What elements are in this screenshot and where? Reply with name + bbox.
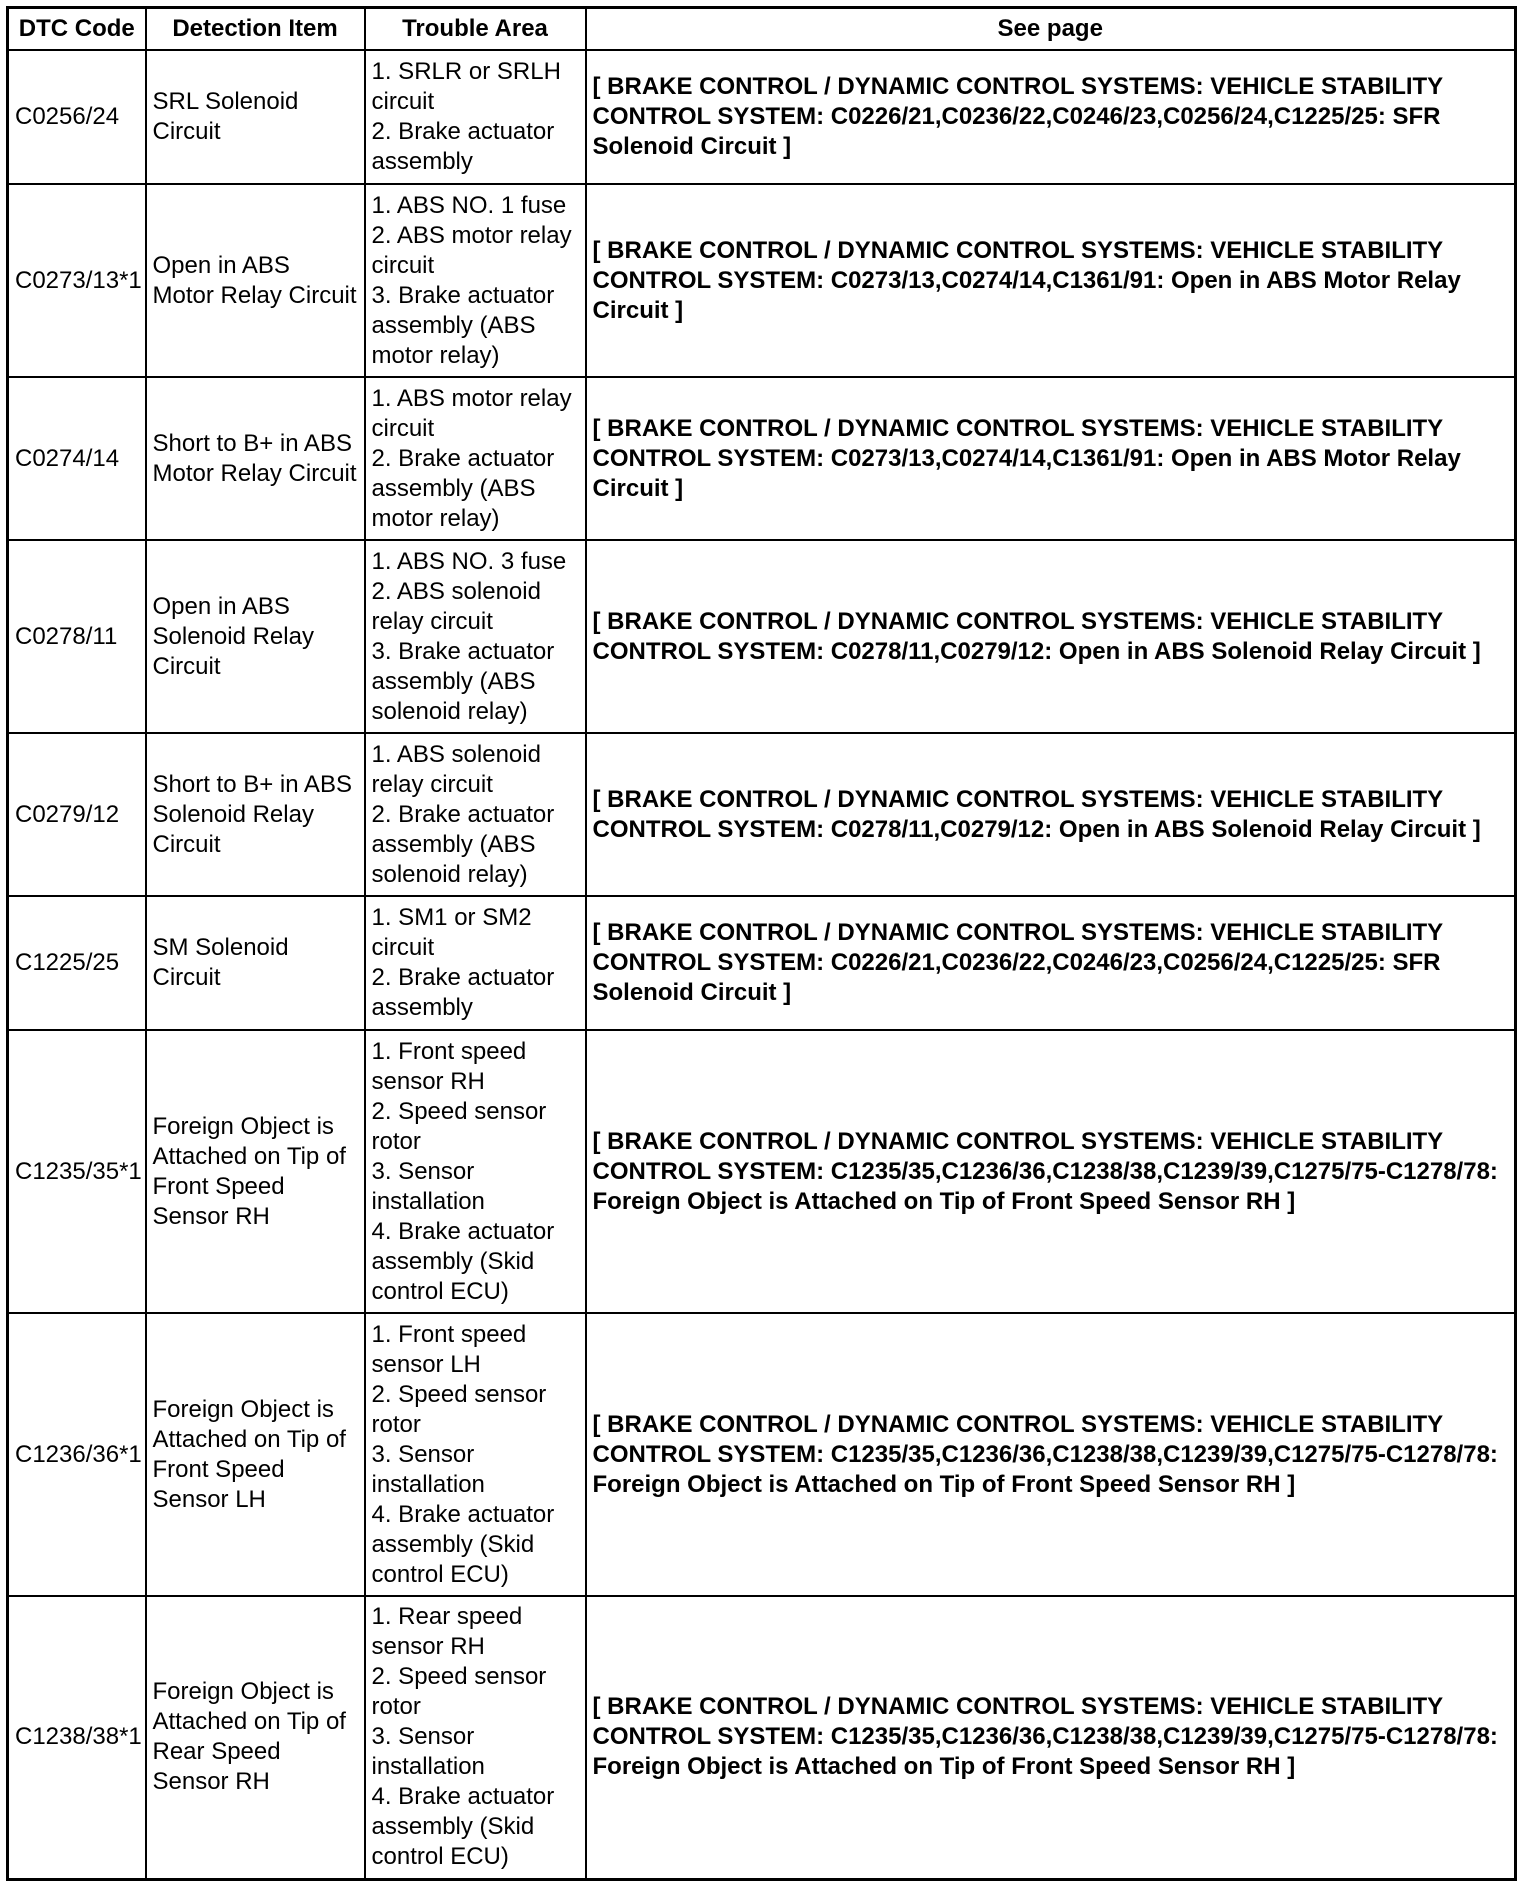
- dtc-code-cell: C0273/13*1: [8, 184, 146, 377]
- table-row: [8, 50, 1516, 184]
- dtc-code-cell: C1225/25: [8, 896, 146, 1030]
- trouble-area-line: 2. ABS solenoid relay circuit: [371, 577, 541, 635]
- see-page-link[interactable]: [ BRAKE CONTROL / DYNAMIC CONTROL SYSTEMS: VEHICLE STABILITY CONTROL SYSTEM: C0226/21,C0236/22,C0246/23,C0256/24,C1225/25: SFR Solenoid Circuit ]: [586, 896, 1516, 1030]
- table-row: [8, 1313, 1516, 1596]
- table-row: [8, 896, 1516, 1030]
- detection-item-cell: Foreign Object is Attached on Tip of Front Speed Sensor RH: [146, 1030, 365, 1313]
- trouble-area-cell: [365, 1596, 586, 1879]
- see-page-link[interactable]: [ BRAKE CONTROL / DYNAMIC CONTROL SYSTEMS: VEHICLE STABILITY CONTROL SYSTEM: C0273/13,C0274/14,C1361/91: Open in ABS Motor Relay Circuit ]: [586, 184, 1516, 377]
- trouble-area-line: 3. Sensor installation: [371, 1723, 485, 1781]
- trouble-area-line: 2. Brake actuator assembly: [371, 118, 555, 175]
- table-row: [8, 377, 1516, 540]
- trouble-area-line: 4. Brake actuator assembly (Skid control ECU): [371, 1217, 555, 1305]
- dtc-code-cell: C1236/36*1: [8, 1313, 146, 1596]
- dtc-code-cell: C0274/14: [8, 377, 146, 540]
- dtc-code-cell: C0279/12: [8, 733, 146, 896]
- trouble-area-line: 2. Speed sensor rotor: [371, 1663, 547, 1721]
- detection-item-cell: Foreign Object is Attached on Tip of Front Speed Sensor LH: [146, 1313, 365, 1596]
- trouble-area-line: 1. SM1 or SM2 circuit: [371, 904, 532, 961]
- header-trouble-area: Trouble Area: [365, 8, 586, 51]
- detection-item-cell: SRL Solenoid Circuit: [146, 50, 365, 184]
- trouble-area-line: 1. Front speed sensor RH: [371, 1037, 527, 1095]
- trouble-area-cell: [365, 733, 586, 896]
- dtc-code-cell: C1235/35*1: [8, 1030, 146, 1313]
- see-page-link[interactable]: [ BRAKE CONTROL / DYNAMIC CONTROL SYSTEMS: VEHICLE STABILITY CONTROL SYSTEM: C1235/35,C1236/36,C1238/38,C1239/39,C1275/75-C1278/78: Foreign Object is Attached on Tip of Front Speed Sensor RH ]: [586, 1596, 1516, 1879]
- table-row: [8, 184, 1516, 377]
- detection-item-cell: Short to B+ in ABS Solenoid Relay Circuit: [146, 733, 365, 896]
- detection-item-cell: Short to B+ in ABS Motor Relay Circuit: [146, 377, 365, 540]
- trouble-area-line: 2. Brake actuator assembly (ABS motor relay): [371, 444, 555, 532]
- detection-item-cell: SM Solenoid Circuit: [146, 896, 365, 1030]
- trouble-area-cell: [365, 184, 586, 377]
- see-page-link[interactable]: [ BRAKE CONTROL / DYNAMIC CONTROL SYSTEMS: VEHICLE STABILITY CONTROL SYSTEM: C1235/35,C1236/36,C1238/38,C1239/39,C1275/75-C1278/78: Foreign Object is Attached on Tip of Front Speed Sensor RH ]: [586, 1313, 1516, 1596]
- trouble-area-line: 4. Brake actuator assembly (Skid control ECU): [371, 1783, 555, 1871]
- trouble-area-line: 2. Speed sensor rotor: [371, 1097, 547, 1155]
- trouble-area-cell: [365, 377, 586, 540]
- trouble-area-line: 1. ABS NO. 1 fuse: [371, 191, 567, 219]
- trouble-area-cell: [365, 1030, 586, 1313]
- trouble-area-cell: [365, 50, 586, 184]
- trouble-area-line: 2. ABS motor relay circuit: [371, 221, 572, 279]
- see-page-link[interactable]: [ BRAKE CONTROL / DYNAMIC CONTROL SYSTEMS: VEHICLE STABILITY CONTROL SYSTEM: C0278/11,C0279/12: Open in ABS Solenoid Relay Circuit ]: [586, 733, 1516, 896]
- dtc-table: [6, 6, 1517, 1881]
- table-row: [8, 1030, 1516, 1313]
- trouble-area-line: 1. SRLR or SRLH circuit: [371, 58, 561, 115]
- trouble-area-line: 3. Sensor installation: [371, 1157, 485, 1215]
- header-dtc-code: DTC Code: [8, 8, 146, 51]
- trouble-area-line: 1. Rear speed sensor RH: [371, 1603, 523, 1661]
- table-row: [8, 540, 1516, 733]
- header-see-page: See page: [586, 8, 1516, 51]
- table-row: [8, 1596, 1516, 1879]
- trouble-area-cell: [365, 896, 586, 1030]
- trouble-area-cell: [365, 1313, 586, 1596]
- detection-item-cell: Foreign Object is Attached on Tip of Rear Speed Sensor RH: [146, 1596, 365, 1879]
- dtc-code-cell: C0256/24: [8, 50, 146, 184]
- trouble-area-line: 2. Brake actuator assembly: [371, 964, 555, 1021]
- dtc-code-cell: C0278/11: [8, 540, 146, 733]
- dtc-code-cell: C1238/38*1: [8, 1596, 146, 1879]
- trouble-area-line: 3. Brake actuator assembly (ABS solenoid relay): [371, 637, 555, 725]
- detection-item-cell: Open in ABS Solenoid Relay Circuit: [146, 540, 365, 733]
- header-detection-item: Detection Item: [146, 8, 365, 51]
- trouble-area-line: 3. Sensor installation: [371, 1440, 485, 1498]
- trouble-area-line: 2. Brake actuator assembly (ABS solenoid relay): [371, 800, 555, 888]
- trouble-area-line: 1. ABS motor relay circuit: [371, 384, 572, 442]
- trouble-area-line: 1. ABS NO. 3 fuse: [371, 547, 567, 575]
- header-row: [8, 8, 1516, 51]
- trouble-area-line: 3. Brake actuator assembly (ABS motor relay): [371, 281, 555, 369]
- trouble-area-cell: [365, 540, 586, 733]
- see-page-link[interactable]: [ BRAKE CONTROL / DYNAMIC CONTROL SYSTEMS: VEHICLE STABILITY CONTROL SYSTEM: C1235/35,C1236/36,C1238/38,C1239/39,C1275/75-C1278/78: Foreign Object is Attached on Tip of Front Speed Sensor RH ]: [586, 1030, 1516, 1313]
- see-page-link[interactable]: [ BRAKE CONTROL / DYNAMIC CONTROL SYSTEMS: VEHICLE STABILITY CONTROL SYSTEM: C0278/11,C0279/12: Open in ABS Solenoid Relay Circuit ]: [586, 540, 1516, 733]
- trouble-area-line: 1. Front speed sensor LH: [371, 1320, 527, 1378]
- trouble-area-line: 1. ABS solenoid relay circuit: [371, 740, 541, 798]
- trouble-area-line: 2. Speed sensor rotor: [371, 1380, 547, 1438]
- detection-item-cell: Open in ABS Motor Relay Circuit: [146, 184, 365, 377]
- trouble-area-line: 4. Brake actuator assembly (Skid control ECU): [371, 1500, 555, 1588]
- table-row: [8, 733, 1516, 896]
- see-page-link[interactable]: [ BRAKE CONTROL / DYNAMIC CONTROL SYSTEMS: VEHICLE STABILITY CONTROL SYSTEM: C0273/13,C0274/14,C1361/91: Open in ABS Motor Relay Circuit ]: [586, 377, 1516, 540]
- see-page-link[interactable]: [ BRAKE CONTROL / DYNAMIC CONTROL SYSTEMS: VEHICLE STABILITY CONTROL SYSTEM: C0226/21,C0236/22,C0246/23,C0256/24,C1225/25: SFR Solenoid Circuit ]: [586, 50, 1516, 184]
